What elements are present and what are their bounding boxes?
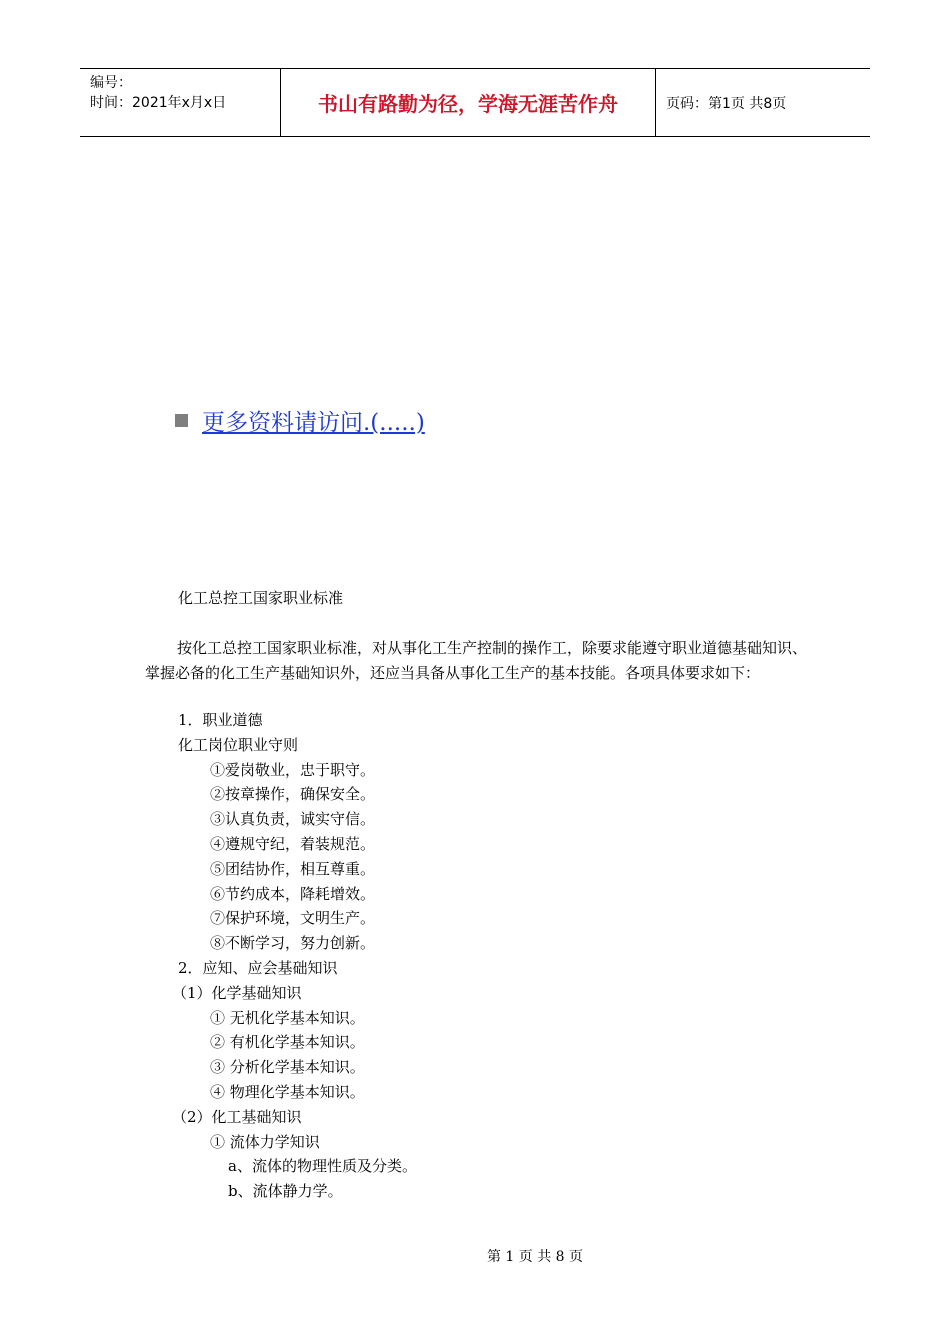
list-item: ⑦保护环境，文明生产。 [210,909,376,928]
page-header [80,68,870,137]
number-label: 编号： [90,75,132,91]
subsection-heading: 化工岗位职业守则 [178,735,299,754]
more-info-link-row [175,404,425,437]
list-item: ⑤团结协作，相互尊重。 [210,859,376,878]
list-item: ⑥节约成本，降耗增效。 [210,884,376,903]
more-info-link[interactable]: 更多资料请访问.(.....) [202,410,425,436]
list-item: ⑧不断学习，努力创新。 [210,934,376,953]
list-item: ④遵规守纪，着装规范。 [210,834,376,853]
list-item: ③ 分析化学基本知识。 [210,1058,365,1077]
time-label: 时间：2021年x月x日 [90,95,227,111]
section-heading: 2．应知、应会基础知识 [178,958,338,977]
page-footer: 第 1 页 共 8 页 [486,1249,584,1265]
sub-list-item: a、流体的物理性质及分类。 [228,1157,417,1176]
list-item: ②按章操作，确保安全。 [210,785,376,804]
section-heading: 1．职业道德 [178,711,263,729]
sub-list-item: b、流体静力学。 [228,1182,343,1201]
square-bullet-icon [175,414,188,427]
header-motto: 书山有路勤为径，学海无涯苦作舟 [280,69,656,136]
list-item: ② 有机化学基本知识。 [210,1033,365,1052]
list-item: ③认真负责，诚实守信。 [210,810,376,829]
list-item: ① 无机化学基本知识。 [210,1008,365,1027]
list-item: ④ 物理化学基本知识。 [210,1082,365,1101]
content-list [0,708,950,1204]
subsection-heading: （1）化学基础知识 [172,983,302,1002]
document-title: 化工总控工国家职业标准 [178,589,344,607]
list-item: ①爱岗敬业，忠于职守。 [210,760,376,779]
list-item: ① 流体力学知识 [210,1132,320,1151]
subsection-heading: （2）化工基础知识 [172,1107,302,1126]
header-meta [80,69,280,136]
intro-paragraph: 按化工总控工国家职业标准，对从事化工生产控制的操作工，除要求能遵守职业道德基础知识、掌握必备的化工生产基础知识外，还应当具备从事化工生产的基本技能。各项具体要求如下： [145,639,808,682]
header-page-info: 页码：第1页 共8页 [666,95,787,112]
